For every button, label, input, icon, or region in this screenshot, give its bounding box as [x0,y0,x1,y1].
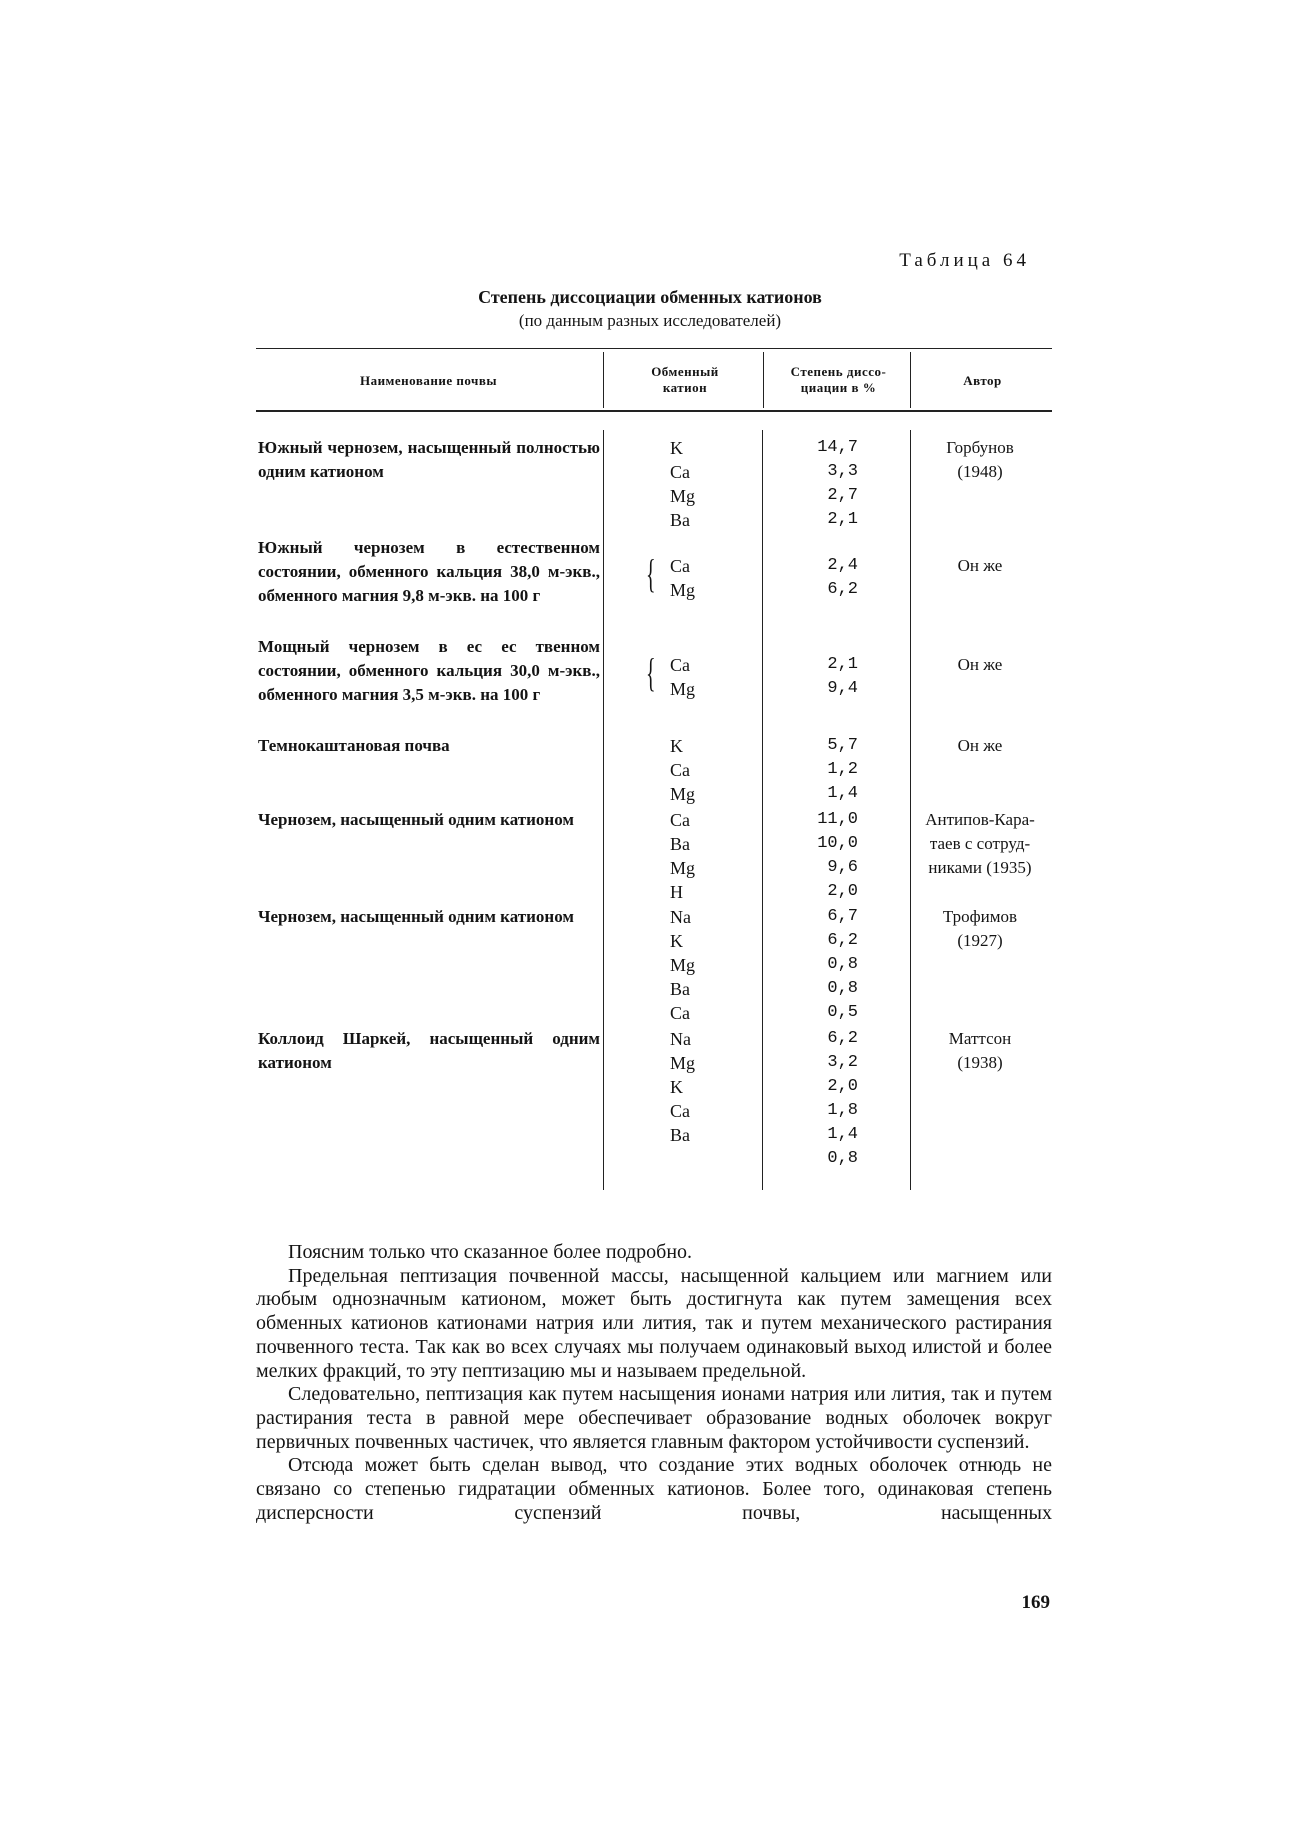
header-exchange-cation: Обменный катион [651,364,719,395]
cation-list [670,436,720,532]
soil-name: Южный чернозем, насыщенный полностью одним катионом [258,438,600,481]
value: 10,0 [817,834,858,853]
author: Маттсон (1938) [948,1029,1012,1072]
brace-icon: { [646,650,656,695]
cation: Ca [670,655,690,675]
value: 0,5 [827,1003,858,1022]
cation: Ca [670,556,690,576]
cation: Mg [670,955,696,975]
cation: Ca [670,760,690,780]
table-subtitle: (по данным разных исследователей) [518,311,782,330]
table-row [258,734,1058,806]
cation: Ba [670,834,690,854]
value: 0,8 [827,979,858,998]
value: 9,6 [827,858,858,877]
value: 5,7 [827,736,858,755]
table-row [258,1027,1058,1177]
column-divider-2 [763,352,764,408]
table-title: Степень диссоциации обменных катионов [478,287,822,307]
cation: K [670,438,683,458]
cation: Mg [670,679,696,699]
soil-name: Мощный чернозем в ес ес твенном состоянии, обменного кальция 30,0 м-экв., обменного магния 3,5 м-экв. на 100 г [258,637,600,704]
cation-list [670,653,720,701]
soil-name: Коллоид Шаркей, насыщенный одним катионом [258,1029,600,1072]
dissociation-values [798,653,858,701]
brace-icon: { [646,551,656,596]
cation: Mg [670,486,696,506]
cation: Mg [670,580,696,600]
cation: Ba [670,510,690,530]
value: 9,4 [827,679,858,698]
value: 14,7 [817,438,858,457]
value: 2,7 [827,486,858,505]
value: 6,7 [827,907,858,926]
column-divider-1 [603,352,604,408]
cation: Ca [670,462,690,482]
value: 1,4 [827,784,858,803]
table-label: Таблица 64 [899,250,1030,271]
dissociation-values [798,734,858,806]
value: 1,4 [827,1125,858,1144]
cation: Na [670,907,691,927]
table-row [258,436,1058,536]
cation: K [670,931,683,951]
soil-name: Темнокаштановая почва [258,736,450,755]
header-dissociation-degree: Степень диссо-циации в % [790,364,887,395]
table-row [258,635,1058,731]
author: Горбунов (1948) [946,438,1014,481]
table-top-rule [256,348,1052,349]
cation: Ca [670,810,690,830]
column-divider-3 [910,352,911,408]
paragraph: Следовательно, пептизация как путем насыщения ионами натрия или лития, так и путем растирания теста в равной мере обеспечивает образование водных оболочек вокруг первичных почвенных частичек, что является главным фактором устойчивости суспензий. [256,1383,1052,1453]
table-row [258,536,1058,632]
value: 2,1 [827,510,858,529]
page-number: 169 [1021,1592,1050,1613]
dissociation-values [798,905,858,1025]
author: Он же [957,736,1003,755]
header-author: Автор [963,373,1002,388]
soil-name: Чернозем, насыщенный одним катионом [258,810,574,829]
author: Антипов-Кара- таев с сотруд- никами (1935) [925,810,1035,877]
value: 6,2 [827,1029,858,1048]
cation-list [670,808,720,904]
dissociation-values [798,554,858,602]
cation: Ba [670,1125,690,1145]
paragraph: Отсюда может быть сделан вывод, что создание этих водных оболочек отнюдь не связано со степенью гидратации обменных катионов. Более того, одинаковая степень дисперсности суспензий почвы, насыщенных [256,1454,1052,1524]
cation: Mg [670,1053,696,1073]
value: 6,2 [827,580,858,599]
dissociation-values [798,1027,858,1171]
cation: Mg [670,784,696,804]
cation: Ca [670,1101,690,1121]
value: 1,2 [827,760,858,779]
cation: Ca [670,1003,690,1023]
table-header-rule [256,410,1052,412]
table-row [258,905,1058,1025]
soil-name: Южный чернозем в естественном состоянии, обменного кальция 38,0 м-экв., обменного магния 9,8 м-экв. на 100 г [258,538,600,605]
value: 3,2 [827,1053,858,1072]
value: 11,0 [817,810,858,829]
cation: K [670,1077,683,1097]
value: 2,1 [827,655,858,674]
table-row [258,808,1058,904]
body-text [256,1241,1052,1525]
value: 6,2 [827,931,858,950]
author: Трофимов (1927) [942,907,1018,950]
value: 0,8 [827,955,858,974]
value: 3,3 [827,462,858,481]
dissociation-values [798,808,858,904]
cation-list [670,554,720,602]
header-soil-name: Наименование почвы [359,373,498,388]
paragraph: Поясним только что сказанное более подробно. [288,1241,693,1263]
value: 2,0 [827,1077,858,1096]
author: Он же [957,655,1003,674]
value: 0,8 [827,1149,858,1168]
cation-list [670,1027,720,1147]
cation-list [670,734,720,806]
cation: K [670,736,683,756]
value: 2,4 [827,556,858,575]
value: 2,0 [827,882,858,901]
paragraph: Предельная пептизация почвенной массы, насыщенной кальцием или магнием или любым однозначным катионом, может быть достигнута как путем замещения всех обменных катионов катионами натрия или лития, так и путем механического растирания почвенного теста. Так как во всех случаях мы получаем одинаковый выход илистой и более мелких фракций, то эту пептизацию мы и называем предельной. [256,1264,1052,1382]
cation: Na [670,1029,691,1049]
cation: Mg [670,858,696,878]
cation: H [670,882,683,902]
cation-list [670,905,720,1025]
author: Он же [957,556,1003,575]
soil-name: Чернозем, насыщенный одним катионом [258,907,574,926]
dissociation-values [798,436,858,532]
cation: Ba [670,979,690,999]
value: 1,8 [827,1101,858,1120]
